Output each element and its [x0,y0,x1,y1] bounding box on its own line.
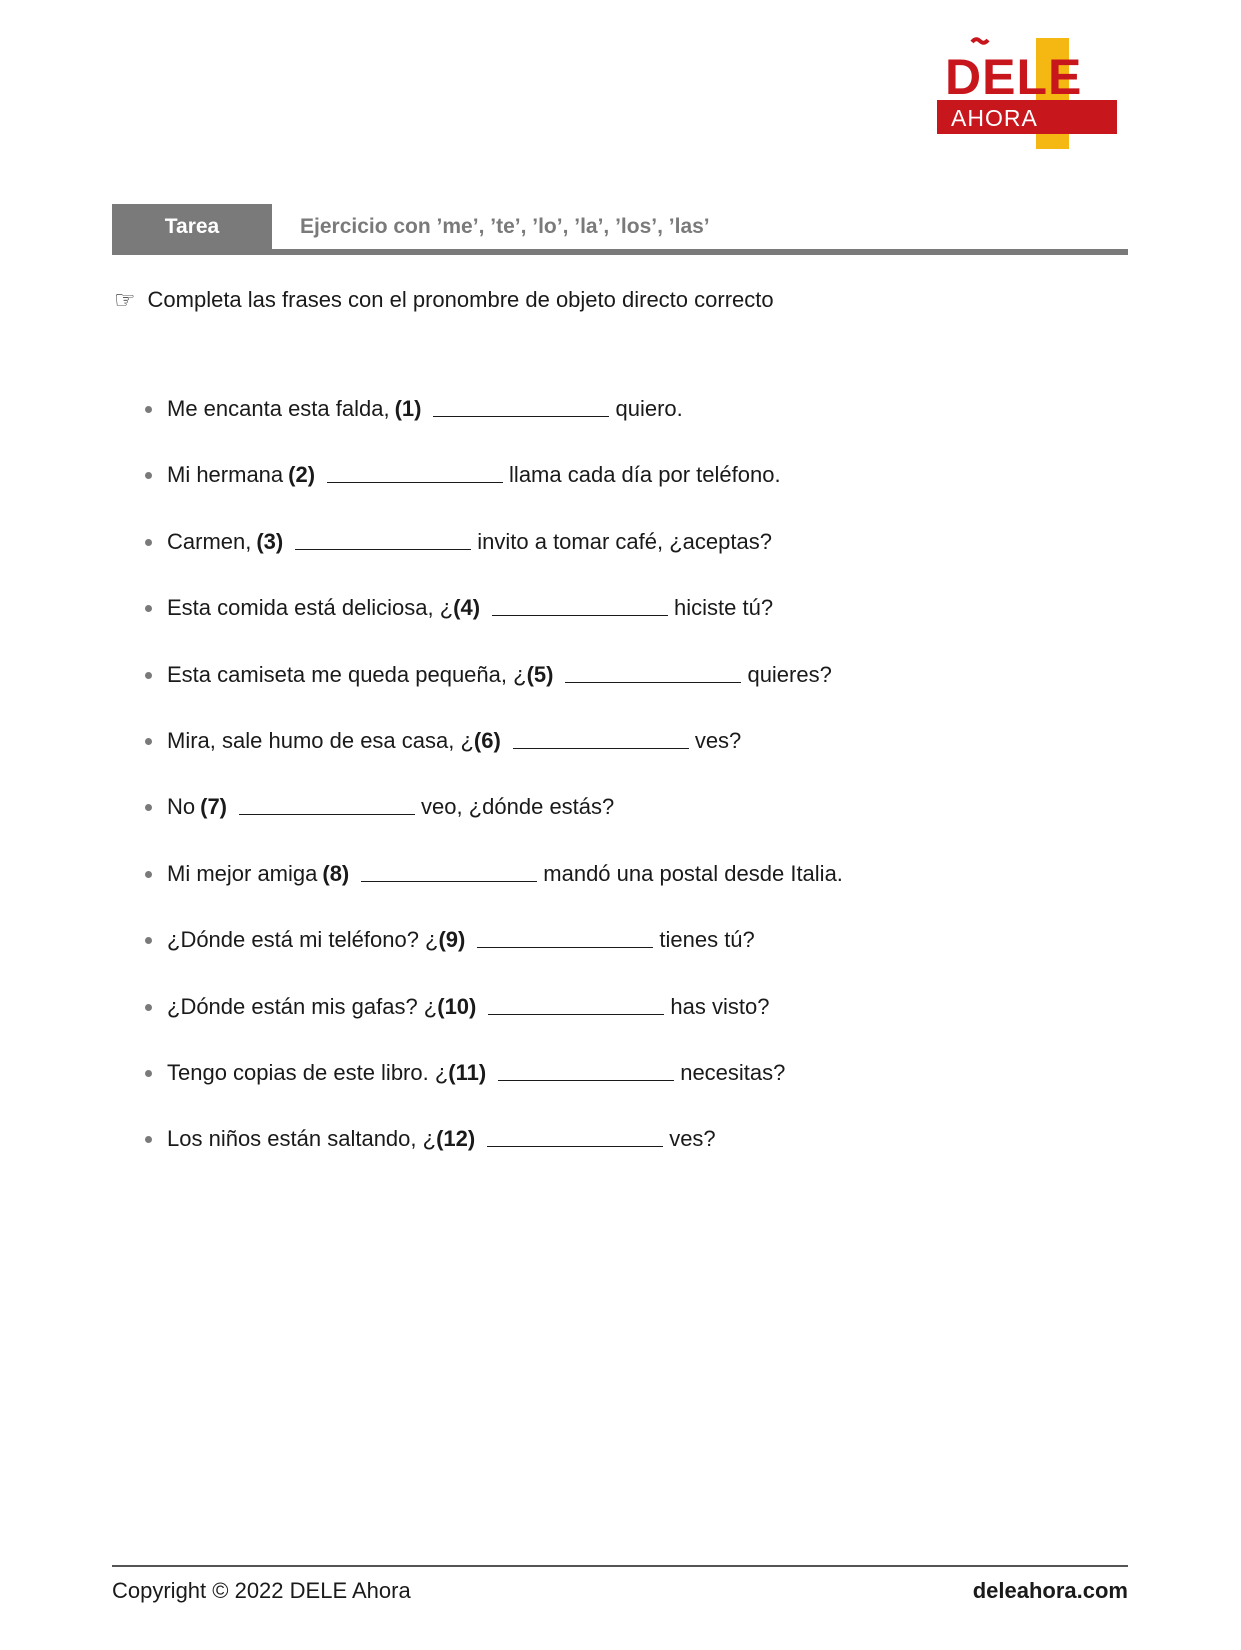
exercise-item [145,792,1105,858]
exercise-item [145,1058,1105,1124]
item-number: (10) [437,993,477,1019]
bullet-icon [145,672,152,679]
exercise-item [145,527,1105,593]
answer-blank[interactable] [295,527,471,550]
answer-blank[interactable] [513,726,689,749]
answer-blank[interactable] [492,593,668,616]
footer-divider [112,1565,1128,1567]
item-number: (7) [200,794,228,820]
item-number: (4) [453,595,481,621]
sentence-end: invito a tomar café, ¿aceptas? [477,528,772,554]
bullet-icon [145,871,152,878]
answer-blank[interactable] [433,394,609,417]
sentence-end: tienes tú? [659,927,755,953]
item-number: (8) [322,860,350,886]
sentence-end: veo, ¿dónde estás? [421,794,615,820]
sentence-start: ¿Dónde está mi teléfono? ¿ [167,927,439,953]
answer-blank[interactable] [361,859,537,882]
exercise-item [145,726,1105,792]
sentence-end: mandó una postal desde Italia. [543,860,843,886]
sentence-start: Los niños están saltando, ¿ [167,1126,437,1152]
sentence-start: ¿Dónde están mis gafas? ¿ [167,993,438,1019]
exercise-item [145,992,1105,1058]
sentence-start: Esta camiseta me queda pequeña, ¿ [167,661,527,687]
item-number: (11) [448,1059,487,1085]
header-divider [112,249,1128,255]
answer-blank[interactable] [487,1124,663,1147]
sentence-end: necesitas? [680,1059,786,1085]
item-number: (3) [256,528,284,554]
item-number: (6) [473,727,501,753]
bullet-icon [145,804,152,811]
sentence-end: hiciste tú? [674,595,774,621]
instruction-text: Completa las frases con el pronombre de objeto directo correcto [147,287,774,312]
sentence-start: Mira, sale humo de esa casa, ¿ [167,727,474,753]
sentence-end: ves? [694,727,742,753]
bullet-icon [145,605,152,612]
dele-ahora-logo [937,30,1127,160]
answer-blank[interactable] [239,792,415,815]
sentence-end: has visto? [670,993,770,1019]
sentence-end: llama cada día por teléfono. [509,462,781,488]
svg-text:AHORA: AHORA [951,105,1038,131]
item-number: (2) [288,462,316,488]
sentence-start: Esta comida está deliciosa, ¿ [167,595,454,621]
item-number: (12) [436,1126,476,1152]
svg-text:DELE: DELE [945,49,1083,105]
item-number: (5) [526,661,554,687]
sentence-start: Carmen, [167,528,252,554]
task-label: Tarea [112,204,272,250]
bullet-icon [145,738,152,745]
sentence-start: Me encanta esta falda, [167,396,390,421]
exercise-item [145,593,1105,659]
pointing-hand-icon: ☞ [114,286,136,314]
item-number: (9) [438,927,466,953]
sentence-start: Mi hermana [167,462,284,488]
exercise-list [145,394,1105,1191]
sentence-end: quiero. [615,396,683,421]
exercise-item [145,660,1105,726]
exercise-item [145,1124,1105,1190]
bullet-icon [145,937,152,944]
exercise-item [145,460,1105,526]
bullet-icon [145,406,152,413]
item-number: (1) [394,396,422,421]
answer-blank[interactable] [565,660,741,683]
bullet-icon [145,1070,152,1077]
task-header [112,204,1128,256]
bullet-icon [145,472,152,479]
sentence-end: quieres? [747,661,832,687]
sentence-start: Mi mejor amiga [167,860,318,886]
sentence-start: Tengo copias de este libro. ¿ [167,1059,449,1085]
instruction [114,284,774,316]
copyright-text: Copyright © 2022 DELE Ahora [112,1578,411,1603]
bullet-icon [145,1004,152,1011]
answer-blank[interactable] [498,1058,674,1081]
exercise-item [145,859,1105,925]
bullet-icon [145,539,152,546]
sentence-start: No [167,794,196,820]
site-link[interactable]: deleahora.com [972,1578,1128,1603]
answer-blank[interactable] [488,992,664,1015]
exercise-title: Ejercicio con ’me’, ’te’, ’lo’, ’la’, ’los’, ’las’ [300,215,710,238]
exercise-item [145,925,1105,991]
answer-blank[interactable] [327,460,503,483]
sentence-end: ves? [669,1126,716,1152]
bullet-icon [145,1136,152,1143]
answer-blank[interactable] [477,925,653,948]
exercise-item [145,394,1105,460]
